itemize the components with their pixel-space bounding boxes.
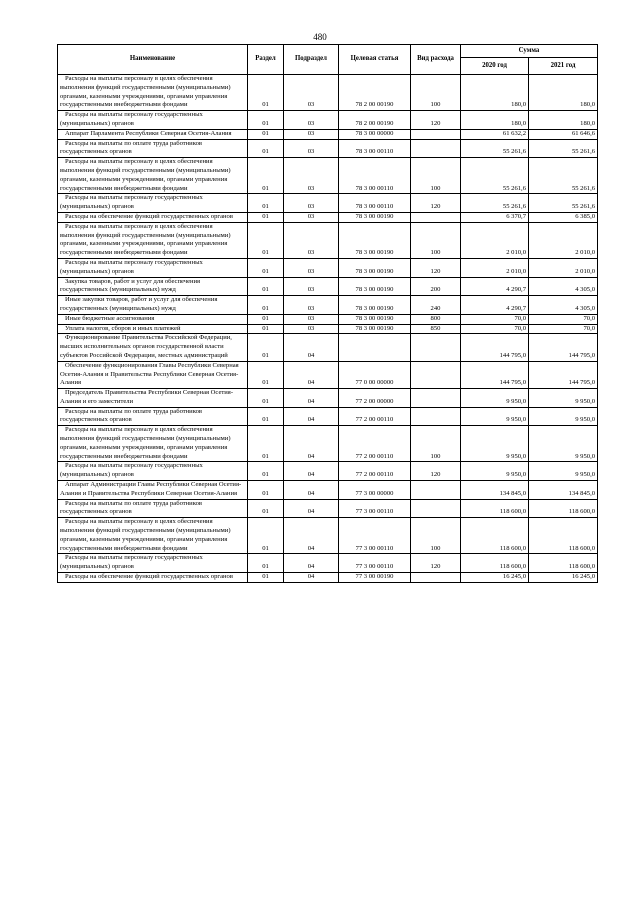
row-section: 01: [248, 258, 284, 277]
row-sum-2020: 118 600,0: [461, 499, 529, 518]
row-section: 01: [248, 481, 284, 500]
table-row: [58, 212, 598, 222]
row-target-article: 78 3 00 00110: [339, 139, 411, 158]
row-sum-2020: 70,0: [461, 324, 529, 334]
table-row: [58, 258, 598, 277]
row-name: Закупка товаров, работ и услуг для обеспечения государственных (муниципальных) нужд: [58, 277, 248, 296]
row-section: 01: [248, 518, 284, 554]
row-name: Расходы на выплаты персоналу в целях обеспечения выполнения функций государственными (муниципальными) органами, казенными учреждениями, органами управления государственными внебюджетными фондами: [58, 75, 248, 111]
row-sum-2020: 4 290,7: [461, 277, 529, 296]
row-subsection: 04: [284, 573, 339, 583]
header-name: Наименование: [58, 45, 248, 75]
row-expense-type: 120: [411, 462, 461, 481]
row-sum-2021: 144 795,0: [529, 361, 598, 388]
row-name: Иные бюджетные ассигнования: [58, 314, 248, 324]
row-sum-2020: 144 795,0: [461, 334, 529, 361]
row-section: 01: [248, 314, 284, 324]
table-row: [58, 426, 598, 462]
row-subsection: 03: [284, 258, 339, 277]
row-name: Аппарат Администрации Главы Республики Северная Осетия-Алания и Правительства Республики Северная Осетия-Алания: [58, 481, 248, 500]
row-sum-2021: 61 646,6: [529, 129, 598, 139]
row-section: 01: [248, 212, 284, 222]
row-target-article: 77 0 00 00000: [339, 361, 411, 388]
row-name: Расходы на выплаты по оплате труда работников государственных органов: [58, 139, 248, 158]
row-sum-2020: 61 632,2: [461, 129, 529, 139]
row-target-article: 78 3 00 00190: [339, 258, 411, 277]
row-section: 01: [248, 426, 284, 462]
row-section: 01: [248, 111, 284, 130]
row-sum-2021: 180,0: [529, 111, 598, 130]
row-expense-type: 120: [411, 194, 461, 213]
row-name: Функционирование Правительства Российской Федерации, высших исполнительных органов государственной власти субъектов Российской Федерации, местных администраций: [58, 334, 248, 361]
row-name: Расходы на выплаты по оплате труда работников государственных органов: [58, 407, 248, 426]
row-section: 01: [248, 139, 284, 158]
row-section: 01: [248, 499, 284, 518]
row-name: Расходы на выплаты персоналу в целях обеспечения выполнения функций государственными (муниципальными) органами, казенными учреждениями, органами управления государственными внебюджетными фондами: [58, 426, 248, 462]
row-sum-2021: 55 261,6: [529, 139, 598, 158]
row-expense-type: 100: [411, 158, 461, 194]
row-sum-2021: 9 950,0: [529, 462, 598, 481]
table-row: [58, 75, 598, 111]
table-row: [58, 481, 598, 500]
row-sum-2021: 144 795,0: [529, 334, 598, 361]
row-subsection: 04: [284, 407, 339, 426]
row-sum-2021: 70,0: [529, 324, 598, 334]
row-sum-2020: 55 261,6: [461, 158, 529, 194]
row-target-article: [339, 334, 411, 361]
row-sum-2021: 180,0: [529, 75, 598, 111]
row-expense-type: 240: [411, 296, 461, 315]
row-target-article: 78 2 00 00190: [339, 111, 411, 130]
row-sum-2021: 4 305,0: [529, 296, 598, 315]
row-section: 01: [248, 407, 284, 426]
row-sum-2020: 9 950,0: [461, 407, 529, 426]
table-row: [58, 139, 598, 158]
row-subsection: 03: [284, 194, 339, 213]
table-row: [58, 554, 598, 573]
row-expense-type: [411, 212, 461, 222]
row-section: 01: [248, 554, 284, 573]
table-row: [58, 499, 598, 518]
table-row: [58, 296, 598, 315]
row-subsection: 03: [284, 277, 339, 296]
row-sum-2021: 9 950,0: [529, 389, 598, 408]
table-row: [58, 314, 598, 324]
row-sum-2021: 55 261,6: [529, 158, 598, 194]
table-row: [58, 324, 598, 334]
row-sum-2020: 180,0: [461, 111, 529, 130]
row-sum-2021: 118 600,0: [529, 499, 598, 518]
row-section: 01: [248, 462, 284, 481]
row-name: Расходы на обеспечение функций государственных органов: [58, 212, 248, 222]
row-target-article: 78 3 00 00190: [339, 212, 411, 222]
table-row: [58, 361, 598, 388]
table-row: [58, 407, 598, 426]
row-subsection: 04: [284, 462, 339, 481]
row-sum-2021: 70,0: [529, 314, 598, 324]
row-section: 01: [248, 129, 284, 139]
row-sum-2020: 6 370,7: [461, 212, 529, 222]
header-section: Раздел: [248, 45, 284, 75]
row-sum-2020: 144 795,0: [461, 361, 529, 388]
table-row: [58, 111, 598, 130]
row-subsection: 04: [284, 499, 339, 518]
row-expense-type: 120: [411, 554, 461, 573]
row-name: Расходы на выплаты персоналу в целях обеспечения выполнения функций государственными (муниципальными) органами, казенными учреждениями, органами управления государственными внебюджетными фондами: [58, 518, 248, 554]
row-subsection: 03: [284, 314, 339, 324]
table-row: [58, 277, 598, 296]
row-sum-2021: 16 245,0: [529, 573, 598, 583]
row-name: Расходы на обеспечение функций государственных органов: [58, 573, 248, 583]
row-sum-2020: 118 600,0: [461, 554, 529, 573]
row-expense-type: 120: [411, 111, 461, 130]
row-target-article: 77 2 00 00110: [339, 462, 411, 481]
page-number: 480: [313, 32, 327, 42]
row-name: Обеспечение функционирования Главы Республики Северная Осетия-Алания и Правительства Республики Северная Осетия-Алания: [58, 361, 248, 388]
header-expense-type: Вид расхода: [411, 45, 461, 75]
row-section: 01: [248, 75, 284, 111]
row-expense-type: 100: [411, 75, 461, 111]
row-sum-2020: 2 010,0: [461, 258, 529, 277]
row-expense-type: 100: [411, 222, 461, 258]
row-name: Аппарат Парламента Республики Северная Осетия-Алания: [58, 129, 248, 139]
row-sum-2021: 55 261,6: [529, 194, 598, 213]
row-subsection: 04: [284, 426, 339, 462]
row-name: Иные закупки товаров, работ и услуг для обеспечения государственных (муниципальных) нужд: [58, 296, 248, 315]
row-expense-type: 100: [411, 518, 461, 554]
row-target-article: 77 3 00 00000: [339, 481, 411, 500]
row-name: Расходы на выплаты персоналу государственных (муниципальных) органов: [58, 194, 248, 213]
table-row: [58, 518, 598, 554]
row-expense-type: [411, 499, 461, 518]
table-row: [58, 389, 598, 408]
header-target-article: Целевая статья: [339, 45, 411, 75]
row-name: Уплата налогов, сборов и иных платежей: [58, 324, 248, 334]
budget-table: [57, 44, 598, 583]
row-target-article: 77 3 00 00110: [339, 499, 411, 518]
row-expense-type: [411, 129, 461, 139]
row-name: Расходы на выплаты персоналу в целях обеспечения выполнения функций государственными (муниципальными) органами, казенными учреждениями, органами управления государственными внебюджетными фондами: [58, 222, 248, 258]
row-target-article: 77 2 00 00110: [339, 426, 411, 462]
row-target-article: 78 3 00 00110: [339, 158, 411, 194]
row-section: 01: [248, 194, 284, 213]
row-sum-2020: 55 261,6: [461, 139, 529, 158]
row-sum-2020: 2 010,0: [461, 222, 529, 258]
row-name: Расходы на выплаты по оплате труда работников государственных органов: [58, 499, 248, 518]
row-sum-2021: 9 950,0: [529, 407, 598, 426]
row-sum-2020: 55 261,6: [461, 194, 529, 213]
row-expense-type: 850: [411, 324, 461, 334]
row-sum-2021: 118 600,0: [529, 554, 598, 573]
row-expense-type: [411, 139, 461, 158]
row-name: Расходы на выплаты персоналу государственных (муниципальных) органов: [58, 462, 248, 481]
row-section: 01: [248, 573, 284, 583]
row-expense-type: [411, 573, 461, 583]
row-section: 01: [248, 296, 284, 315]
row-subsection: 03: [284, 222, 339, 258]
row-subsection: 03: [284, 296, 339, 315]
row-target-article: 78 3 00 00110: [339, 194, 411, 213]
row-target-article: 77 2 00 00110: [339, 407, 411, 426]
row-target-article: 78 3 00 00190: [339, 222, 411, 258]
row-target-article: 78 2 00 00190: [339, 75, 411, 111]
table-row: [58, 222, 598, 258]
header-year-2021: 2021 год: [529, 58, 598, 75]
table-row: [58, 194, 598, 213]
table-row: [58, 462, 598, 481]
row-sum-2020: 180,0: [461, 75, 529, 111]
header-subsection: Подраздел: [284, 45, 339, 75]
row-sum-2021: 2 010,0: [529, 258, 598, 277]
row-expense-type: [411, 481, 461, 500]
header-year-2020: 2020 год: [461, 58, 529, 75]
row-subsection: 04: [284, 554, 339, 573]
row-section: 01: [248, 334, 284, 361]
row-expense-type: 200: [411, 277, 461, 296]
row-sum-2020: 9 950,0: [461, 426, 529, 462]
row-target-article: 78 3 00 00190: [339, 314, 411, 324]
row-target-article: 77 3 00 00110: [339, 518, 411, 554]
row-subsection: 03: [284, 158, 339, 194]
row-sum-2020: 70,0: [461, 314, 529, 324]
row-sum-2020: 9 950,0: [461, 462, 529, 481]
row-subsection: 04: [284, 389, 339, 408]
row-section: 01: [248, 361, 284, 388]
row-expense-type: 120: [411, 258, 461, 277]
row-subsection: 04: [284, 361, 339, 388]
row-target-article: 78 3 00 00190: [339, 324, 411, 334]
row-target-article: 77 3 00 00190: [339, 573, 411, 583]
row-expense-type: 800: [411, 314, 461, 324]
row-sum-2020: 134 845,0: [461, 481, 529, 500]
row-expense-type: [411, 407, 461, 426]
row-subsection: 03: [284, 139, 339, 158]
row-subsection: 03: [284, 111, 339, 130]
row-subsection: 04: [284, 518, 339, 554]
row-sum-2021: 118 600,0: [529, 518, 598, 554]
row-expense-type: [411, 334, 461, 361]
row-sum-2020: 118 600,0: [461, 518, 529, 554]
row-name: Расходы на выплаты персоналу государственных (муниципальных) органов: [58, 258, 248, 277]
row-name: Расходы на выплаты персоналу государственных (муниципальных) органов: [58, 554, 248, 573]
row-name: Председатель Правительства Республики Северная Осетия-Алания и его заместители: [58, 389, 248, 408]
row-expense-type: [411, 389, 461, 408]
row-sum-2021: 9 950,0: [529, 426, 598, 462]
row-section: 01: [248, 324, 284, 334]
row-expense-type: [411, 361, 461, 388]
row-sum-2020: 9 950,0: [461, 389, 529, 408]
row-section: 01: [248, 389, 284, 408]
row-sum-2020: 16 245,0: [461, 573, 529, 583]
row-subsection: 03: [284, 212, 339, 222]
row-expense-type: 100: [411, 426, 461, 462]
row-sum-2021: 2 010,0: [529, 222, 598, 258]
row-subsection: 03: [284, 129, 339, 139]
row-subsection: 04: [284, 481, 339, 500]
row-target-article: 78 3 00 00190: [339, 296, 411, 315]
row-subsection: 04: [284, 334, 339, 361]
row-section: 01: [248, 222, 284, 258]
table-body: [58, 75, 598, 583]
row-name: Расходы на выплаты персоналу государственных (муниципальных) органов: [58, 111, 248, 130]
row-subsection: 03: [284, 75, 339, 111]
row-target-article: 77 3 00 00110: [339, 554, 411, 573]
row-subsection: 03: [284, 324, 339, 334]
table-row: [58, 158, 598, 194]
row-target-article: 77 2 00 00000: [339, 389, 411, 408]
row-sum-2021: 134 845,0: [529, 481, 598, 500]
table-row: [58, 573, 598, 583]
table-row: [58, 129, 598, 139]
row-target-article: 78 3 00 00000: [339, 129, 411, 139]
row-sum-2021: 4 305,0: [529, 277, 598, 296]
row-sum-2020: 4 290,7: [461, 296, 529, 315]
row-section: 01: [248, 277, 284, 296]
table-row: [58, 334, 598, 361]
row-target-article: 78 3 00 00190: [339, 277, 411, 296]
header-sum: Сумма: [461, 45, 598, 58]
row-section: 01: [248, 158, 284, 194]
row-name: Расходы на выплаты персоналу в целях обеспечения выполнения функций государственными (муниципальными) органами, казенными учреждениями, органами управления государственными внебюджетными фондами: [58, 158, 248, 194]
row-sum-2021: 6 385,0: [529, 212, 598, 222]
